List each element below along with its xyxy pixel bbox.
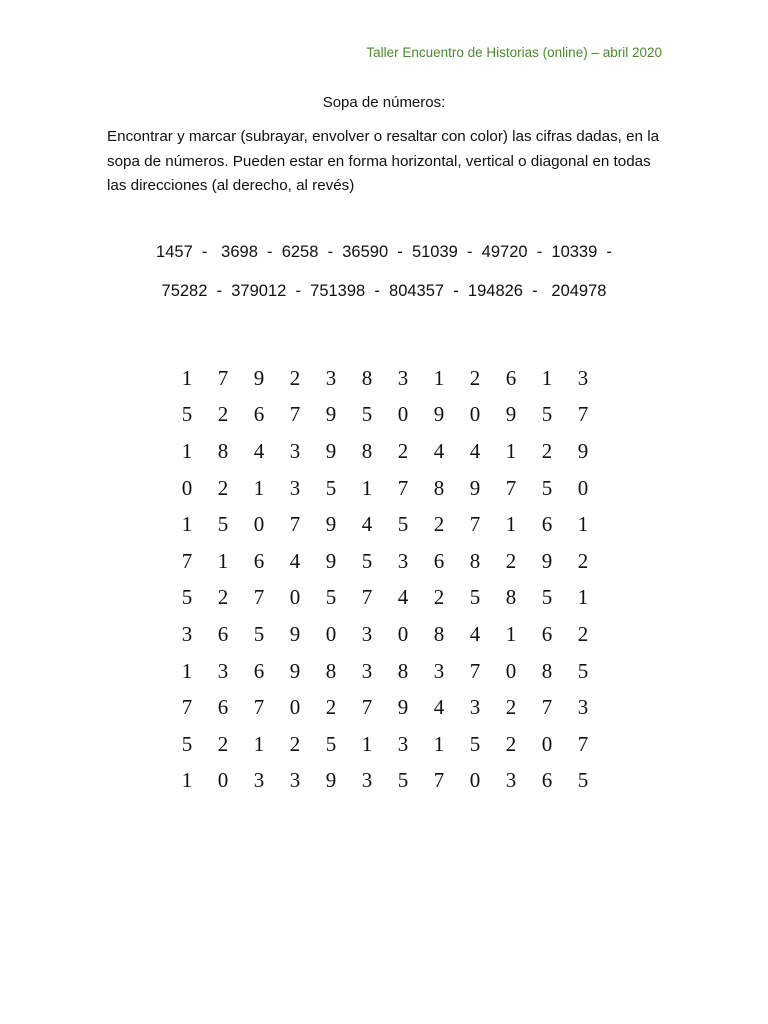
grid-cell[interactable]: 5: [577, 768, 589, 793]
grid-cell[interactable]: 0: [469, 768, 481, 793]
grid-cell[interactable]: 9: [325, 548, 337, 573]
grid-cell[interactable]: 4: [397, 585, 409, 610]
grid-cell[interactable]: 9: [289, 658, 301, 683]
grid-cell[interactable]: 1: [253, 475, 265, 500]
grid-cell[interactable]: 7: [289, 402, 301, 427]
grid-cell[interactable]: 6: [541, 621, 553, 646]
grid-cell[interactable]: 7: [469, 658, 481, 683]
grid-cell[interactable]: 8: [433, 475, 445, 500]
grid-cell[interactable]: 1: [181, 365, 193, 390]
grid-cell[interactable]: 1: [433, 365, 445, 390]
grid-cell[interactable]: 2: [505, 695, 517, 720]
grid-cell[interactable]: 8: [325, 658, 337, 683]
numbers-to-find-line-2: 75282 - 379012 - 751398 - 804357 - 194826 - 204978: [161, 282, 607, 300]
grid-cell[interactable]: 1: [217, 548, 229, 573]
grid-cell[interactable]: 3: [289, 438, 301, 463]
grid-cell[interactable]: 9: [325, 438, 337, 463]
grid-cell[interactable]: 5: [541, 402, 553, 427]
grid-cell[interactable]: 3: [469, 695, 481, 720]
grid-cell[interactable]: 7: [181, 695, 193, 720]
numbers-to-find-line-1: 1457 - 3698 - 6258 - 36590 - 51039 - 49720 - 10339 -: [156, 243, 612, 261]
grid-cell[interactable]: 6: [433, 548, 445, 573]
grid-cell[interactable]: 3: [361, 658, 373, 683]
grid-cell[interactable]: 3: [577, 695, 589, 720]
grid-cell[interactable]: 7: [361, 585, 373, 610]
grid-cell[interactable]: 9: [289, 621, 301, 646]
grid-cell[interactable]: 2: [217, 731, 229, 756]
grid-cell[interactable]: 0: [217, 768, 229, 793]
grid-cell[interactable]: 6: [253, 402, 265, 427]
grid-cell[interactable]: 5: [469, 731, 481, 756]
grid-cell[interactable]: 2: [289, 731, 301, 756]
grid-cell[interactable]: 9: [397, 695, 409, 720]
grid-cell[interactable]: 5: [469, 585, 481, 610]
grid-cell[interactable]: 0: [577, 475, 589, 500]
grid-cell[interactable]: 5: [577, 658, 589, 683]
grid-cell[interactable]: 4: [289, 548, 301, 573]
grid-cell[interactable]: 2: [541, 438, 553, 463]
grid-cell[interactable]: 3: [361, 621, 373, 646]
grid-cell[interactable]: 2: [397, 438, 409, 463]
grid-cell[interactable]: 8: [361, 365, 373, 390]
grid-cell[interactable]: 7: [397, 475, 409, 500]
grid-cell[interactable]: 3: [181, 621, 193, 646]
grid-cell[interactable]: 4: [469, 438, 481, 463]
grid-cell[interactable]: 2: [217, 402, 229, 427]
grid-cell[interactable]: 7: [433, 768, 445, 793]
grid-cell[interactable]: 0: [505, 658, 517, 683]
grid-cell[interactable]: 0: [469, 402, 481, 427]
instructions-paragraph: Encontrar y marcar (subrayar, envolver o resaltar con color) las cifras dadas, en la sopa de números. Pueden estar en forma horizontal, vertical o diagonal en todas las direcciones (al derecho, al revés): [107, 128, 660, 194]
grid-cell[interactable]: 1: [361, 731, 373, 756]
grid-cell[interactable]: 6: [253, 658, 265, 683]
grid-cell[interactable]: 7: [469, 512, 481, 537]
grid-cell[interactable]: 8: [217, 438, 229, 463]
grid-cell[interactable]: 3: [397, 731, 409, 756]
grid-cell[interactable]: 5: [541, 475, 553, 500]
grid-cell[interactable]: 7: [361, 695, 373, 720]
grid-cell[interactable]: 9: [577, 438, 589, 463]
grid-cell[interactable]: 6: [541, 512, 553, 537]
grid-cell[interactable]: 9: [253, 365, 265, 390]
grid-cell[interactable]: 0: [289, 695, 301, 720]
grid-cell[interactable]: 2: [217, 585, 229, 610]
grid-cell[interactable]: 3: [397, 365, 409, 390]
grid-cell[interactable]: 6: [217, 621, 229, 646]
grid-cell[interactable]: 9: [541, 548, 553, 573]
grid-cell[interactable]: 4: [433, 695, 445, 720]
grid-cell[interactable]: 7: [253, 695, 265, 720]
grid-cell[interactable]: 1: [577, 512, 589, 537]
grid-cell[interactable]: 9: [505, 402, 517, 427]
grid-cell[interactable]: 1: [361, 475, 373, 500]
grid-cell[interactable]: 5: [253, 621, 265, 646]
grid-cell[interactable]: 5: [181, 731, 193, 756]
number-search-grid: [169, 360, 601, 799]
grid-cell[interactable]: 7: [577, 731, 589, 756]
grid-cell[interactable]: 1: [505, 621, 517, 646]
grid-cell[interactable]: 3: [397, 548, 409, 573]
grid-cell[interactable]: 1: [181, 512, 193, 537]
grid-cell[interactable]: 6: [541, 768, 553, 793]
grid-cell[interactable]: 7: [181, 548, 193, 573]
grid-cell[interactable]: 3: [289, 475, 301, 500]
grid-cell[interactable]: 6: [253, 548, 265, 573]
grid-cell[interactable]: 8: [361, 438, 373, 463]
grid-cell[interactable]: 5: [217, 512, 229, 537]
grid-cell[interactable]: 0: [397, 402, 409, 427]
grid-cell[interactable]: 0: [253, 512, 265, 537]
grid-cell[interactable]: 1: [181, 658, 193, 683]
grid-cell[interactable]: 8: [541, 658, 553, 683]
grid-cell[interactable]: 0: [397, 621, 409, 646]
grid-cell[interactable]: 1: [181, 768, 193, 793]
grid-cell[interactable]: 3: [217, 658, 229, 683]
grid-cell[interactable]: 9: [325, 402, 337, 427]
grid-cell[interactable]: 1: [541, 365, 553, 390]
grid-cell[interactable]: 1: [181, 438, 193, 463]
grid-cell[interactable]: 9: [469, 475, 481, 500]
grid-cell[interactable]: 6: [505, 365, 517, 390]
header-note: Taller Encuentro de Historias (online) – abril 2020: [366, 45, 662, 60]
grid-cell[interactable]: 5: [181, 402, 193, 427]
grid-cell[interactable]: 1: [505, 438, 517, 463]
grid-cell[interactable]: 7: [577, 402, 589, 427]
grid-cell[interactable]: 8: [469, 548, 481, 573]
grid-cell[interactable]: 5: [541, 585, 553, 610]
grid-cell[interactable]: 5: [397, 512, 409, 537]
grid-cell[interactable]: 4: [433, 438, 445, 463]
page-title: Sopa de números:: [322, 94, 446, 111]
grid-cell[interactable]: 7: [217, 365, 229, 390]
grid-cell[interactable]: 2: [433, 512, 445, 537]
grid-cell[interactable]: 8: [505, 585, 517, 610]
grid-cell[interactable]: 2: [217, 475, 229, 500]
grid-cell[interactable]: 3: [361, 768, 373, 793]
grid-cell[interactable]: 3: [325, 365, 337, 390]
grid-cell[interactable]: 2: [505, 731, 517, 756]
grid-cell[interactable]: 9: [325, 768, 337, 793]
grid-cell[interactable]: 6: [217, 695, 229, 720]
grid-cell[interactable]: 4: [361, 512, 373, 537]
grid-cell[interactable]: 4: [469, 621, 481, 646]
grid-cell[interactable]: 2: [289, 365, 301, 390]
grid-cell[interactable]: 2: [325, 695, 337, 720]
grid-cell[interactable]: 3: [577, 365, 589, 390]
grid-cell[interactable]: 1: [505, 512, 517, 537]
grid-cell[interactable]: 5: [325, 475, 337, 500]
grid-cell[interactable]: 3: [289, 768, 301, 793]
grid-cell[interactable]: 7: [541, 695, 553, 720]
grid-cell[interactable]: 2: [469, 365, 481, 390]
grid-cell[interactable]: 5: [361, 548, 373, 573]
grid-cell[interactable]: 2: [577, 548, 589, 573]
grid-cell[interactable]: 0: [289, 585, 301, 610]
grid-cell[interactable]: 5: [325, 731, 337, 756]
grid-cell[interactable]: 7: [289, 512, 301, 537]
grid-cell[interactable]: 0: [181, 475, 193, 500]
grid-cell[interactable]: 5: [181, 585, 193, 610]
grid-cell[interactable]: 7: [253, 585, 265, 610]
grid-cell[interactable]: 3: [505, 768, 517, 793]
grid-cell[interactable]: 2: [433, 585, 445, 610]
grid-cell[interactable]: 3: [433, 658, 445, 683]
grid-cell[interactable]: 1: [433, 731, 445, 756]
grid-cell[interactable]: 8: [433, 621, 445, 646]
grid-cell[interactable]: 0: [325, 621, 337, 646]
grid-cell[interactable]: 4: [253, 438, 265, 463]
grid-cell[interactable]: 0: [541, 731, 553, 756]
grid-cell[interactable]: 1: [253, 731, 265, 756]
grid-cell[interactable]: 5: [325, 585, 337, 610]
grid-cell[interactable]: 2: [505, 548, 517, 573]
grid-cell[interactable]: 8: [397, 658, 409, 683]
grid-cell[interactable]: 5: [361, 402, 373, 427]
grid-cell[interactable]: 1: [577, 585, 589, 610]
grid-cell[interactable]: 9: [433, 402, 445, 427]
grid-cell[interactable]: 2: [577, 621, 589, 646]
grid-cell[interactable]: 9: [325, 512, 337, 537]
grid-cell[interactable]: 5: [397, 768, 409, 793]
grid-cell[interactable]: 7: [505, 475, 517, 500]
grid-cell[interactable]: 3: [253, 768, 265, 793]
